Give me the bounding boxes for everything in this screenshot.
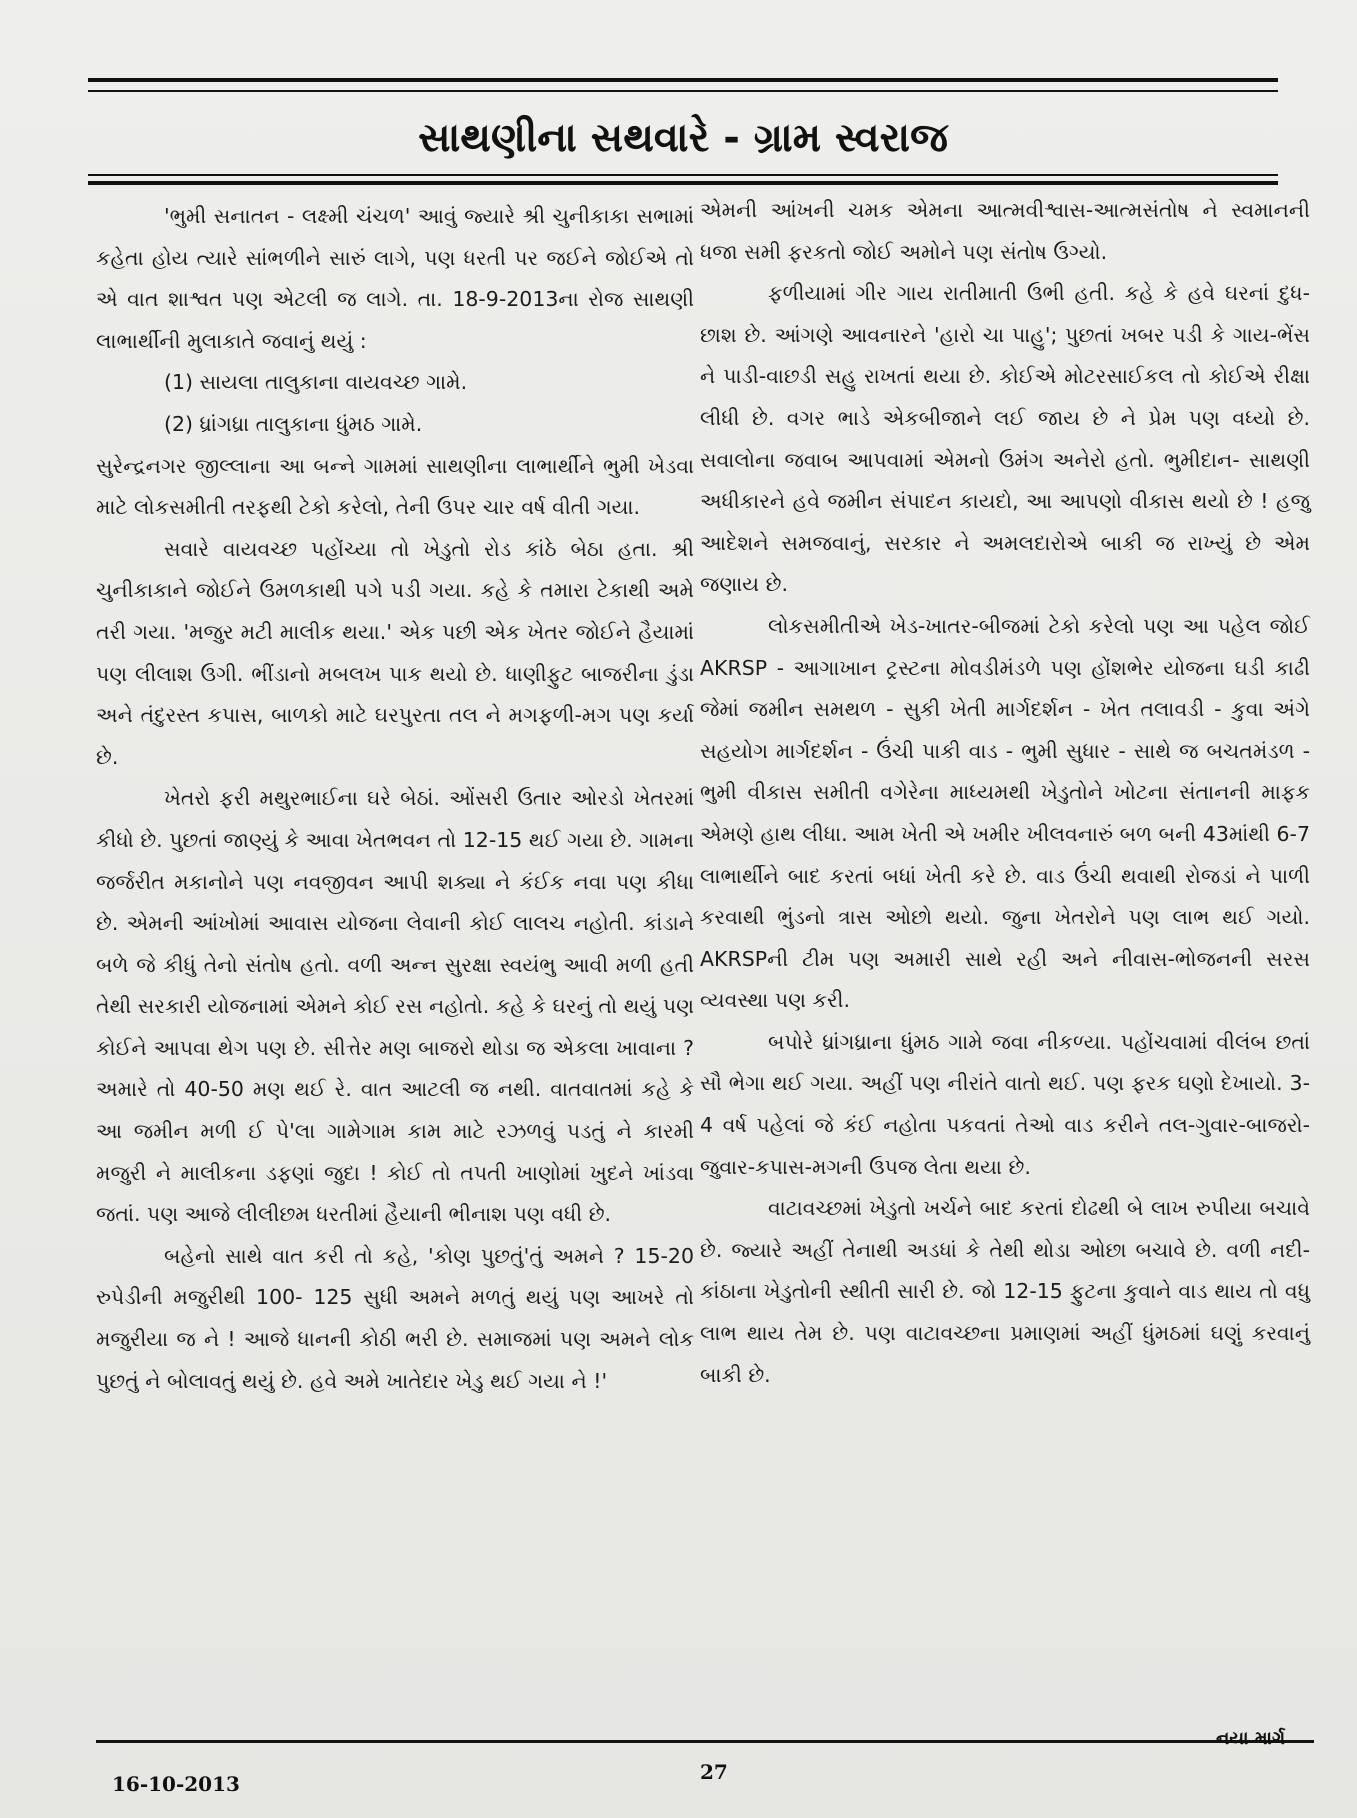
page-number: 27	[700, 1760, 728, 1784]
paragraph: બહેનો સાથે વાત કરી તો કહે, 'કોણ પુછતું'તું અમને ? 15-20 રુપેડીની મજુરીથી 100- 125 સુધી અમને મળતું થયું પણ આખરે તો મજુરીયા જ ને ! આજે ધાનની કોઠી ભરી છે. સમાજમાં પણ અમને લોક પુછતું ને બોલાવતું થયું છે. હવે અમે ખાતેદાર ખેડુ થઈ ગયા ને !'	[96, 1243, 694, 1393]
issue-date: 16-10-2013	[112, 1772, 240, 1796]
paragraph: એમની આંખની ચમક એમના આત્મવીશ્વાસ-આત્મસંતોષ ને સ્વમાનની ધજા સમી ફરકતો જોઈ અમોને પણ સંતોષ ઉગ્યો.	[700, 198, 1310, 264]
header-top-rule	[88, 78, 1278, 82]
list-item: (2) ધ્રાંગધ્રા તાલુકાના ધુંમઠ ગામે.	[164, 411, 423, 436]
publication-name: નયા માર્ગ	[1216, 1728, 1286, 1749]
article-right-column	[700, 190, 1310, 1396]
paragraph: બપોરે ધ્રાંગધ્રાના ધુંમઠ ગામે જવા નીકળ્યા. પહોંચવામાં વીલંબ છતાં સૌ ભેગા થઈ ગયા. અહીં પણ નીરાંતે વાતો થઈ. પણ ફરક ઘણો દેખાયો. 3-4 વર્ષ પહેલાં જે કંઈ નહોતા પકવતાં તેઓ વાડ કરીને તલ-ગુવાર-બાજરો-જુવાર-કપાસ-મગની ઉપજ લેતા થયા છે.	[700, 1029, 1310, 1179]
paragraph: સવારે વાયવચ્છ પહોંચ્યા તો ખેડુતો રોડ કાંઠે બેઠા હતા. શ્રી ચુનીકાકાને જોઈને ઉમળકાથી પગે પડી ગયા. કહે કે તમારા ટેકાથી અમે તરી ગયા. 'મજુર મટી માલીક થયા.' એક પછી એક ખેતર જોઈને હૈયામાં પણ લીલાશ ઉગી. ભીંડાનો મબલખ પાક થયો છે. ધાણીફુટ બાજરીના ડુંડા અને તંદુરસ્ત કપાસ, બાળકો માટે ઘરપુરતા તલ ને મગફળી-મગ પણ કર્યા છે.	[96, 536, 694, 769]
page-title: સાથણીના સથવારે - ગ્રામ સ્વરાજ	[418, 115, 948, 161]
list-item: (1) સાયલા તાલુકાના વાયવચ્છ ગામે.	[164, 370, 468, 395]
paragraph: 'ભુમી સનાતન - લક્ષ્મી ચંચળ' આવું જ્યારે શ્રી ચુનીકાકા સભામાં કહેતા હોય ત્યારે સાંભળીને સારું લાગે, પણ ધરતી પર જઈને જોઈએ તો એ વાત શાશ્વત પણ એટલી જ લાગે. તા. 18-9-2013ના રોજ સાથણી લાભાર્થીની મુલાકાતે જવાનું થયું :	[96, 204, 694, 353]
paragraph: લોકસમીતીએ ખેડ-ખાતર-બીજમાં ટેકો કરેલો પણ આ પહેલ જોઈ AKRSP - આગાખાન ટ્રસ્ટના મોવડીમંડળે પણ હોંશભેર યોજના ઘડી કાઢી જેમાં જમીન સમથળ - સુકી ખેતી માર્ગદર્શન - ખેત તલાવડી - કુવા અંગે સહયોગ માર્ગદર્શન - ઉંચી પાકી વાડ - ભુમી સુધાર - સાથે જ બચતમંડળ - ભુમી વીકાસ સમીતી વગેરેના માધ્યમથી ખેડુતોને ખોટના સંતાનની માફક એમણે હાથ લીધા. આમ ખેતી એ ખમીર ખીલવનારું બળ બની 43માંથી 6-7 લાભાર્થીને બાદ કરતાં બધાં ખેતી કરે છે. વાડ ઉંચી થવાથી રોજડાં ને પાળી કરવાથી ભુંડનો ત્રાસ ઓછો થયો. જુના ખેતરોને પણ લાભ થઈ ગયો. AKRSPની ટીમ પણ અમારી સાથે રહી અને નીવાસ-ભોજનની સરસ વ્યવસ્થા પણ કરી.	[700, 613, 1310, 1013]
footer-rule	[96, 1740, 1314, 1743]
header-bottom-rule-thick	[88, 181, 1278, 185]
paragraph: વાટાવચ્છમાં ખેડુતો ખર્ચને બાદ કરતાં દોઢથી બે લાખ રુપીયા બચાવે છે. જ્યારે અહીં તેનાથી અડધાં કે તેથી થોડા ઓછા બચાવે છે. વળી નદી-કાંઠાના ખેડુતોની સ્થીતી સારી છે. જો 12-15 ફુટના કુવાને વાડ થાય તો વધુ લાભ થાય તેમ છે. પણ વાટાવચ્છના પ્રમાણમાં અહીં ધુંમઠમાં ઘણું કરવાનું બાકી છે.	[700, 1196, 1310, 1387]
article-left-column	[96, 196, 694, 1402]
paragraph: ફળીયામાં ગીર ગાય રાતીમાતી ઉભી હતી. કહે કે હવે ઘરનાં દુધ-છાશ છે. આંગણે આવનારને 'હારો ચા પાહુ'; પુછતાં ખબર પડી કે ગાય-ભેંસ ને પાડી-વાછડી સહુ રાખતાં થયા છે. કોઈએ મોટરસાઈકલ તો કોઈએ રીક્ષા લીધી છે. વગર ભાડે એકબીજાને લઈ જાય છે ને પ્રેમ પણ વધ્યો છે. સવાલોના જવાબ આપવામાં એમનો ઉમંગ અનેરો હતો. ભુમીદાન- સાથણી અધીકારને હવે જમીન સંપાદન કાયદો, આ આપણો વીકાસ થયો છે ! હજુ આદેશને સમજવાનું, સરકાર ને અમલદારોએ બાકી જ રાખ્યું છે એમ જણાય છે.	[700, 281, 1310, 597]
header-bottom-rule	[88, 174, 1278, 176]
paragraph: સુરેન્દ્રનગર જીલ્લાના આ બન્ને ગામમાં સાથણીના લાભાર્થીને ભુમી ખેડવા માટે લોકસમીતી તરફથી ટેકો કરેલો, તેની ઉપર ચાર વર્ષ વીતી ગયા.	[96, 453, 694, 520]
paragraph: ખેતરો ફરી મથુરભાઈના ઘરે બેઠાં. ઓંસરી ઉતાર ઓરડો ખેતરમાં કીધો છે. પુછતાં જાણ્યું કે આવા ખેતભવન તો 12-15 થઈ ગયા છે. ગામના જર્જરીત મકાનોને પણ નવજીવન આપી શક્યા ને કંઈક નવા પણ કીધા છે. એમની આંખોમાં આવાસ યોજના લેવાની કોઈ લાલચ નહોતી. કાંડાને બળે જે કીધું તેનો સંતોષ હતો. વળી અન્ન સુરક્ષા સ્વયંભુ આવી મળી હતી તેથી સરકારી યોજનામાં એમને કોઈ રસ નહોતો. કહે કે ઘરનું તો થયું પણ કોઈને આપવા થેગ પણ છે. સીત્તેર મણ બાજરો થોડા જ એકલા ખાવાના ? અમારે તો 40-50 મણ થઈ રે. વાત આટલી જ નથી. વાતવાતમાં કહે કે આ જમીન મળી ઈ પે'લા ગામેગામ કામ માટે રઝળવું પડતું ને કારમી મજુરી ને માલીકના ડફણાં જુદા ! કોઈ તો તપતી ખાણોમાં ખુદને ખાંડવા જતાં. પણ આજે લીલીછમ ધરતીમાં હૈયાની ભીનાશ પણ વધી છે.	[96, 786, 694, 1227]
header-top-rule-thin	[88, 90, 1278, 92]
